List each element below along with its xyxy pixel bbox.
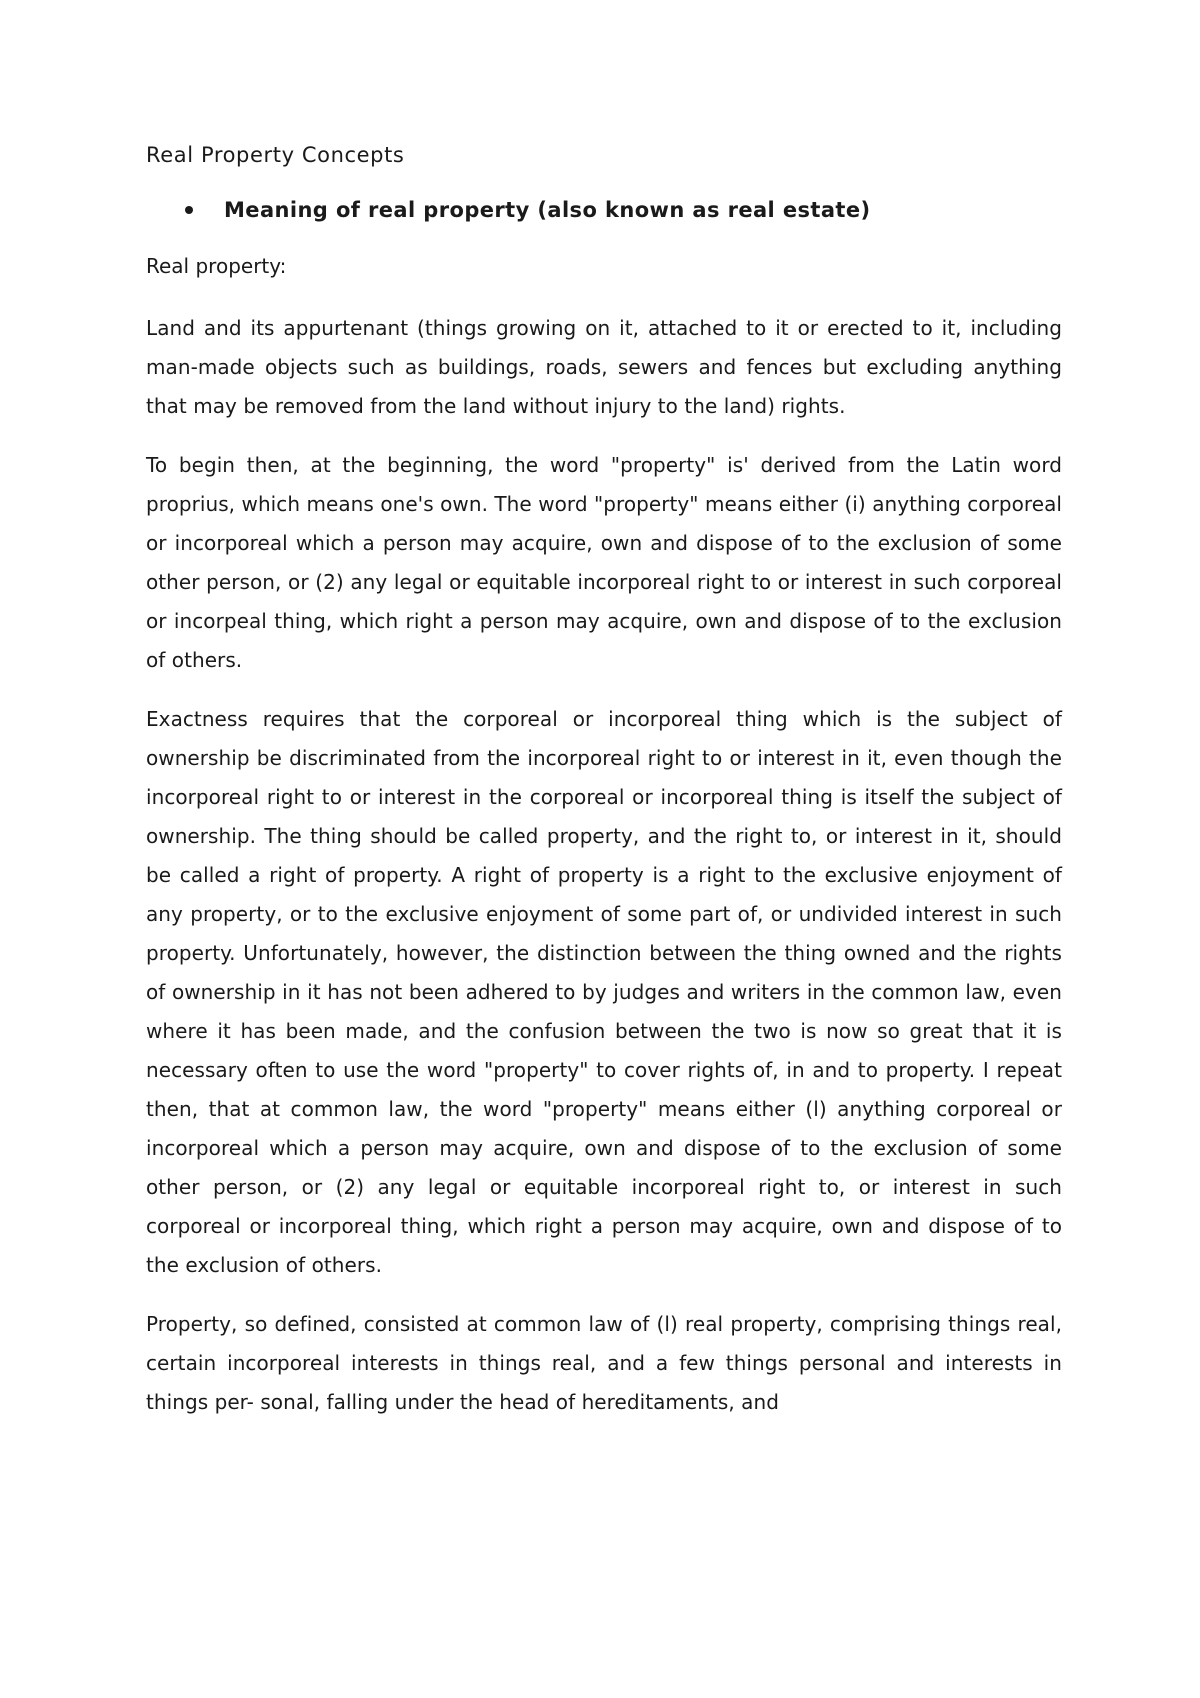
- paragraph-common-law: Property, so defined, consisted at common law of (l) real property, comprising things real, certain incorporeal interests in things real, and a few things personal and interests in things per- sonal, falling under the head of hereditaments, and: [146, 1312, 1062, 1414]
- bullet-heading: Meaning of real property (also known as real estate): [224, 198, 871, 222]
- paragraph-definition: Land and its appurtenant (things growing on it, attached to it or erected to it, including man-made objects such as buildings, roads, sewers and fences but excluding anything that may be removed from the land without injury to the land) rights.: [146, 316, 1062, 418]
- document-body: [146, 140, 1062, 1442]
- bullet-icon: [185, 206, 193, 214]
- paragraph-exactness: Exactness requires that the corporeal or incorporeal thing which is the subject of ownership be discriminated from the incorporeal right to or interest in it, even though the incorporeal right to or interest in the corporeal or incorporeal thing is itself the subject of ownership. The thing should be called property, and the right to, or interest in it, should be called a right of property. A right of property is a right to the exclusive enjoyment of any property, or to the exclusive enjoyment of some part of, or undivided interest in such property. Unfortunately, however, the distinction between the thing owned and the rights of ownership in it has not been adhered to by judges and writers in the common law, even where it has been made, and the confusion between the two is now so great that it is necessary often to use the word "property" to cover rights of, in and to property. I repeat then, that at common law, the word "property" means either (l) anything corporeal or incorporeal which a person may acquire, own and dispose of to the exclusion of some other person, or (2) any legal or equitable incorporeal right to, or interest in such corporeal or incorporeal thing, which right a person may acquire, own and dispose of to the exclusion of others.: [146, 707, 1062, 1277]
- paragraph-etymology: To begin then, at the beginning, the word "property" is' derived from the Latin word proprius, which means one's own. The word "property" means either (i) anything corporeal or incorporeal which a person may acquire, own and dispose of to the exclusion of some other person, or (2) any legal or equitable incorporeal right to or interest in such corporeal or incorpeal thing, which right a person may acquire, own and dispose of to the exclusion of others.: [146, 453, 1062, 672]
- definition-label: Real property:: [146, 254, 287, 278]
- bullet-item: [146, 195, 1062, 225]
- document-title: Real Property Concepts: [146, 143, 405, 167]
